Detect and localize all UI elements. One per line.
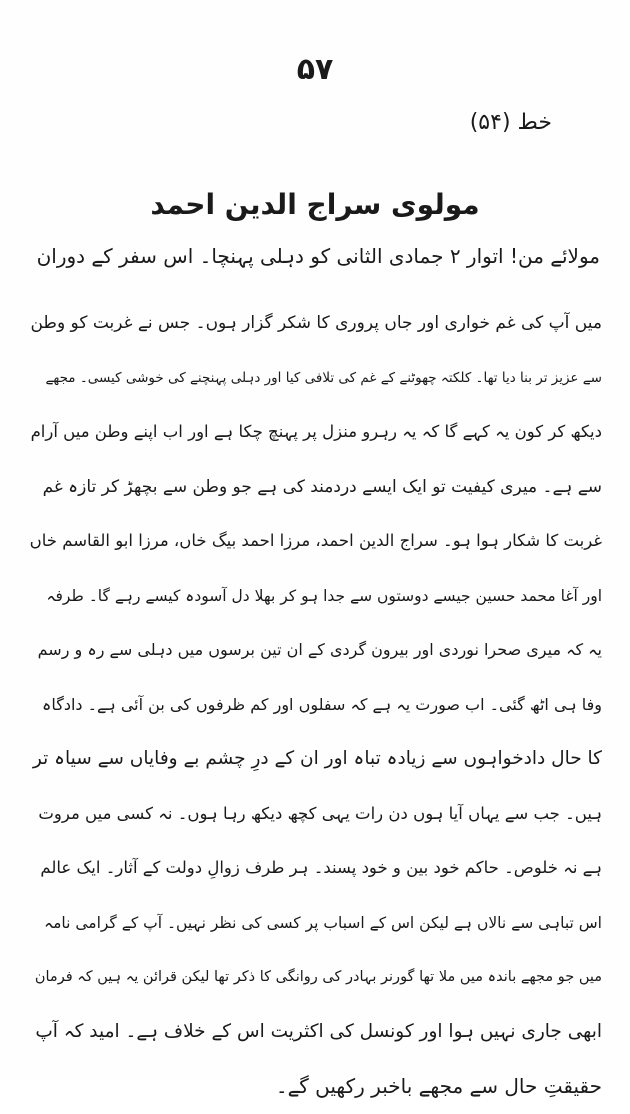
body-line: ہے نہ خلوص۔ حاکم خود بین و خود پسند۔ ہر طرف زوالِ دولت کے آثار۔ ایک عالم: [40, 858, 602, 877]
body-line: سے ہے۔ میری کیفیت تو ایک ایسے دردمند کی ہے جو وطن سے بچھڑ کر تازہ غم: [42, 476, 602, 497]
body-line: یہ کہ میری صحرا نوردی اور بیرون گردی کے ان تین برسوں میں دہلی سے رہ و رسم: [37, 640, 602, 659]
body-line: غربت کا شکار ہوا ہو۔ سراج الدین احمد، مرزا احمد بیگ خاں، مرزا ابو القاسم خاں: [30, 531, 602, 550]
page-number: ۵۷: [296, 52, 334, 87]
body-line: حقیقتِ حال سے مجھے باخبر رکھیں گے۔: [275, 1074, 602, 1098]
letter-body: [30, 296, 602, 1114]
body-line: اور آغا محمد حسین جیسے دوستوں سے جدا ہو کر بھلا دل آسودہ کیسے رہے گا۔ طرفہ: [46, 586, 602, 605]
body-line: سے عزیز تر بنا دیا تھا۔ کلکتہ چھوٹنے کے غم کی تلافی کیا اور دہلی پہنچنے کی خوشی کیسی۔ مجھے: [45, 369, 602, 386]
body-line: اس تباہی سے نالاں ہے لیکن اس کے اسباب پر کسی کی نظر نہیں۔ آپ کے گرامی نامہ: [44, 913, 602, 932]
body-line: کا حال دادخواہوں سے زیادہ تباہ اور ان کے درِ چشم بے وفایاں سے سیاہ تر: [32, 748, 602, 769]
salutation-line: مولائے من! اتوار ۲ جمادی الثانی کو دہلی پہنچا۔ اس سفر کے دوران: [36, 244, 600, 268]
body-line: میں آپ کی غم خواری اور جاں پروری کا شکر گزار ہوں۔ جس نے غربت کو وطن: [30, 313, 602, 333]
letter-title: مولوی سراج الدین احمد: [150, 188, 480, 221]
body-line: ہیں۔ جب سے یہاں آیا ہوں دن رات یہی کچھ دیکھ رہا ہوں۔ نہ کسی میں مروت: [38, 803, 602, 823]
body-line: دیکھ کر کون یہ کہے گا کہ یہ رہرو منزل پر پہنچ چکا ہے اور اب اپنے وطن میں آرام: [30, 422, 602, 441]
body-line: ابھی جاری نہیں ہوا اور کونسل کی اکثریت اس کے خلاف ہے۔ امید کہ آپ: [35, 1020, 602, 1042]
body-line: وفا ہی اٹھ گئی۔ اب صورت یہ ہے کہ سفلوں اور کم ظرفوں کی بن آئی ہے۔ دادگاہ: [41, 694, 602, 714]
letter-number: خط (۵۴): [469, 110, 552, 135]
body-line: میں جو مجھے باندہ میں ملا تھا گورنر بہادر کی روانگی کا ذکر تھا لیکن قرائن یہ ہیں کہ فرمان: [34, 969, 602, 985]
